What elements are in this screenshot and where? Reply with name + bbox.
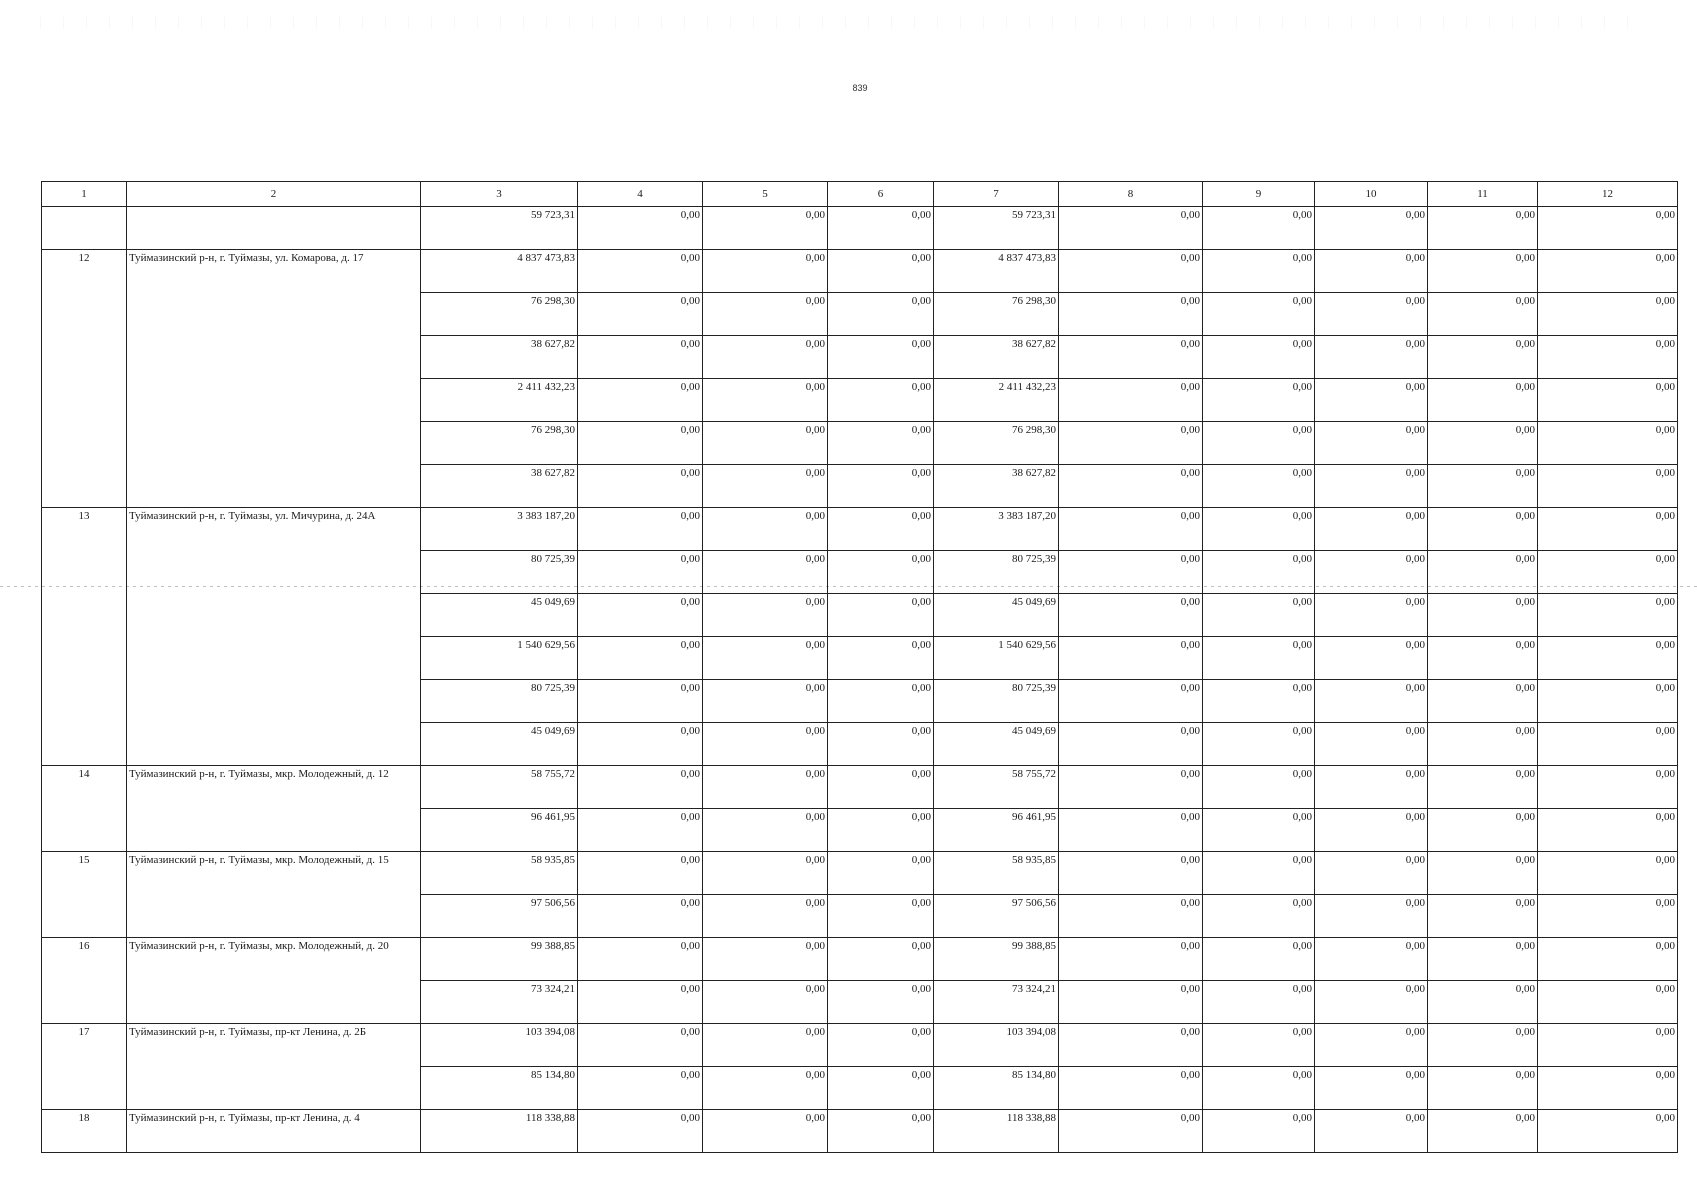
amount-cell-col-8: 0,00 <box>1059 207 1203 250</box>
amount-cell-col-12: 0,00 <box>1538 852 1678 895</box>
amount-cell-col-12: 0,00 <box>1538 250 1678 293</box>
amount-cell-col-3: 96 461,95 <box>421 809 578 852</box>
amount-cell-col-6: 0,00 <box>828 723 934 766</box>
amount-cell-col-6: 0,00 <box>828 809 934 852</box>
column-header-11: 11 <box>1428 182 1538 207</box>
amount-cell-col-4: 0,00 <box>578 1067 703 1110</box>
amount-cell-col-5: 0,00 <box>703 637 828 680</box>
address-cell: Туймазинский р-н, г. Туймазы, ул. Мичурина, д. 24А <box>127 508 421 766</box>
amount-cell-col-3: 59 723,31 <box>421 207 578 250</box>
amount-cell-col-9: 0,00 <box>1203 723 1315 766</box>
amount-cell-col-8: 0,00 <box>1059 336 1203 379</box>
amount-cell-col-7: 118 338,88 <box>934 1110 1059 1153</box>
amount-cell-col-4: 0,00 <box>578 1110 703 1153</box>
amount-cell-col-3: 38 627,82 <box>421 465 578 508</box>
amount-cell-col-9: 0,00 <box>1203 981 1315 1024</box>
amount-cell-col-3: 58 755,72 <box>421 766 578 809</box>
amount-cell-col-10: 0,00 <box>1315 594 1428 637</box>
amount-cell-col-6: 0,00 <box>828 1024 934 1067</box>
amount-cell-col-9: 0,00 <box>1203 680 1315 723</box>
amount-cell-col-8: 0,00 <box>1059 637 1203 680</box>
amount-cell-col-11: 0,00 <box>1428 637 1538 680</box>
amount-cell-col-10: 0,00 <box>1315 1024 1428 1067</box>
column-header-12: 12 <box>1538 182 1678 207</box>
amount-cell-col-5: 0,00 <box>703 551 828 594</box>
amount-cell-col-5: 0,00 <box>703 250 828 293</box>
amount-cell-col-8: 0,00 <box>1059 938 1203 981</box>
amount-cell-col-10: 0,00 <box>1315 680 1428 723</box>
amount-cell-col-12: 0,00 <box>1538 551 1678 594</box>
amount-cell-col-6: 0,00 <box>828 465 934 508</box>
amount-cell-col-11: 0,00 <box>1428 766 1538 809</box>
column-header-8: 8 <box>1059 182 1203 207</box>
amount-cell-col-8: 0,00 <box>1059 379 1203 422</box>
amount-cell-col-7: 85 134,80 <box>934 1067 1059 1110</box>
amount-cell-col-3: 45 049,69 <box>421 723 578 766</box>
scan-line <box>0 586 1697 587</box>
amount-cell-col-9: 0,00 <box>1203 766 1315 809</box>
amount-cell-col-7: 4 837 473,83 <box>934 250 1059 293</box>
amount-cell-col-5: 0,00 <box>703 809 828 852</box>
amount-cell-col-6: 0,00 <box>828 852 934 895</box>
amount-cell-col-10: 0,00 <box>1315 336 1428 379</box>
amount-cell-col-7: 3 383 187,20 <box>934 508 1059 551</box>
amount-cell-col-7: 38 627,82 <box>934 336 1059 379</box>
amount-cell-col-12: 0,00 <box>1538 1067 1678 1110</box>
amount-cell-col-11: 0,00 <box>1428 508 1538 551</box>
amount-cell-col-11: 0,00 <box>1428 1067 1538 1110</box>
amount-cell-col-8: 0,00 <box>1059 1110 1203 1153</box>
amount-cell-col-11: 0,00 <box>1428 551 1538 594</box>
amount-cell-col-10: 0,00 <box>1315 809 1428 852</box>
amount-cell-col-3: 76 298,30 <box>421 422 578 465</box>
column-header-4: 4 <box>578 182 703 207</box>
column-header-9: 9 <box>1203 182 1315 207</box>
row-number: 16 <box>42 938 127 1024</box>
address-cell: Туймазинский р-н, г. Туймазы, ул. Комарова, д. 17 <box>127 250 421 508</box>
column-header-6: 6 <box>828 182 934 207</box>
amount-cell-col-5: 0,00 <box>703 1110 828 1153</box>
amount-cell-col-6: 0,00 <box>828 938 934 981</box>
row-number: 17 <box>42 1024 127 1110</box>
amount-cell-col-8: 0,00 <box>1059 766 1203 809</box>
amount-cell-col-9: 0,00 <box>1203 1110 1315 1153</box>
amount-cell-col-5: 0,00 <box>703 293 828 336</box>
amount-cell-col-4: 0,00 <box>578 379 703 422</box>
amount-cell-col-7: 59 723,31 <box>934 207 1059 250</box>
amount-cell-col-3: 4 837 473,83 <box>421 250 578 293</box>
amount-cell-col-4: 0,00 <box>578 1024 703 1067</box>
amount-cell-col-5: 0,00 <box>703 723 828 766</box>
amount-cell-col-11: 0,00 <box>1428 1110 1538 1153</box>
amount-cell-col-4: 0,00 <box>578 809 703 852</box>
amount-cell-col-5: 0,00 <box>703 981 828 1024</box>
amount-cell-col-10: 0,00 <box>1315 766 1428 809</box>
amount-cell-col-8: 0,00 <box>1059 680 1203 723</box>
column-header-1: 1 <box>42 182 127 207</box>
amount-cell-col-12: 0,00 <box>1538 1110 1678 1153</box>
amount-cell-col-4: 0,00 <box>578 508 703 551</box>
amount-cell-col-9: 0,00 <box>1203 852 1315 895</box>
amount-cell-col-6: 0,00 <box>828 895 934 938</box>
amount-cell-col-6: 0,00 <box>828 1110 934 1153</box>
amount-cell-col-12: 0,00 <box>1538 637 1678 680</box>
amount-cell-col-10: 0,00 <box>1315 852 1428 895</box>
amount-cell-col-7: 45 049,69 <box>934 594 1059 637</box>
amount-cell-col-9: 0,00 <box>1203 207 1315 250</box>
column-header-10: 10 <box>1315 182 1428 207</box>
amount-cell-col-8: 0,00 <box>1059 1067 1203 1110</box>
amount-cell-col-3: 85 134,80 <box>421 1067 578 1110</box>
amount-cell-col-4: 0,00 <box>578 981 703 1024</box>
row-number: 15 <box>42 852 127 938</box>
amount-cell-col-3: 80 725,39 <box>421 551 578 594</box>
amount-cell-col-12: 0,00 <box>1538 895 1678 938</box>
amount-cell-col-11: 0,00 <box>1428 250 1538 293</box>
amount-cell-col-12: 0,00 <box>1538 336 1678 379</box>
amount-cell-col-10: 0,00 <box>1315 207 1428 250</box>
amount-cell-col-7: 99 388,85 <box>934 938 1059 981</box>
amount-cell-col-3: 45 049,69 <box>421 594 578 637</box>
amount-cell-col-6: 0,00 <box>828 336 934 379</box>
amount-cell-col-7: 73 324,21 <box>934 981 1059 1024</box>
amount-cell-col-4: 0,00 <box>578 207 703 250</box>
address-cell: Туймазинский р-н, г. Туймазы, пр-кт Ленина, д. 4 <box>127 1110 421 1153</box>
row-number <box>42 207 127 250</box>
amount-cell-col-5: 0,00 <box>703 766 828 809</box>
amount-cell-col-9: 0,00 <box>1203 551 1315 594</box>
amount-cell-col-12: 0,00 <box>1538 680 1678 723</box>
amount-cell-col-10: 0,00 <box>1315 465 1428 508</box>
amount-cell-col-12: 0,00 <box>1538 1024 1678 1067</box>
table-row <box>42 508 1678 551</box>
amount-cell-col-9: 0,00 <box>1203 250 1315 293</box>
amount-cell-col-5: 0,00 <box>703 895 828 938</box>
amount-cell-col-8: 0,00 <box>1059 422 1203 465</box>
amount-cell-col-9: 0,00 <box>1203 594 1315 637</box>
amount-cell-col-3: 58 935,85 <box>421 852 578 895</box>
amount-cell-col-8: 0,00 <box>1059 551 1203 594</box>
column-header-3: 3 <box>421 182 578 207</box>
amount-cell-col-5: 0,00 <box>703 852 828 895</box>
amount-cell-col-3: 99 388,85 <box>421 938 578 981</box>
amount-cell-col-12: 0,00 <box>1538 379 1678 422</box>
table-row <box>42 766 1678 809</box>
amount-cell-col-6: 0,00 <box>828 594 934 637</box>
amount-cell-col-10: 0,00 <box>1315 637 1428 680</box>
amount-cell-col-11: 0,00 <box>1428 852 1538 895</box>
amount-cell-col-6: 0,00 <box>828 680 934 723</box>
table-body <box>42 207 1678 1153</box>
amount-cell-col-11: 0,00 <box>1428 379 1538 422</box>
amount-cell-col-12: 0,00 <box>1538 422 1678 465</box>
amount-cell-col-8: 0,00 <box>1059 594 1203 637</box>
amount-cell-col-10: 0,00 <box>1315 723 1428 766</box>
amount-cell-col-11: 0,00 <box>1428 207 1538 250</box>
amount-cell-col-7: 76 298,30 <box>934 293 1059 336</box>
amount-cell-col-4: 0,00 <box>578 551 703 594</box>
amount-cell-col-12: 0,00 <box>1538 465 1678 508</box>
amount-cell-col-7: 45 049,69 <box>934 723 1059 766</box>
column-header-7: 7 <box>934 182 1059 207</box>
amount-cell-col-9: 0,00 <box>1203 379 1315 422</box>
amount-cell-col-8: 0,00 <box>1059 293 1203 336</box>
amount-cell-col-3: 2 411 432,23 <box>421 379 578 422</box>
table-row <box>42 852 1678 895</box>
register-table <box>41 181 1678 1153</box>
amount-cell-col-7: 38 627,82 <box>934 465 1059 508</box>
amount-cell-col-7: 96 461,95 <box>934 809 1059 852</box>
column-header-2: 2 <box>127 182 421 207</box>
address-cell: Туймазинский р-н, г. Туймазы, мкр. Молодежный, д. 20 <box>127 938 421 1024</box>
amount-cell-col-11: 0,00 <box>1428 1024 1538 1067</box>
amount-cell-col-4: 0,00 <box>578 938 703 981</box>
address-cell <box>127 207 421 250</box>
amount-cell-col-3: 73 324,21 <box>421 981 578 1024</box>
amount-cell-col-11: 0,00 <box>1428 422 1538 465</box>
amount-cell-col-10: 0,00 <box>1315 508 1428 551</box>
amount-cell-col-4: 0,00 <box>578 637 703 680</box>
amount-cell-col-9: 0,00 <box>1203 637 1315 680</box>
amount-cell-col-10: 0,00 <box>1315 293 1428 336</box>
amount-cell-col-3: 76 298,30 <box>421 293 578 336</box>
amount-cell-col-8: 0,00 <box>1059 250 1203 293</box>
table-row <box>42 938 1678 981</box>
page-number: 839 <box>852 83 868 93</box>
amount-cell-col-9: 0,00 <box>1203 465 1315 508</box>
amount-cell-col-6: 0,00 <box>828 981 934 1024</box>
amount-cell-col-12: 0,00 <box>1538 723 1678 766</box>
amount-cell-col-9: 0,00 <box>1203 293 1315 336</box>
amount-cell-col-7: 76 298,30 <box>934 422 1059 465</box>
amount-cell-col-9: 0,00 <box>1203 895 1315 938</box>
amount-cell-col-8: 0,00 <box>1059 1024 1203 1067</box>
amount-cell-col-3: 38 627,82 <box>421 336 578 379</box>
amount-cell-col-6: 0,00 <box>828 1067 934 1110</box>
amount-cell-col-5: 0,00 <box>703 1024 828 1067</box>
amount-cell-col-7: 1 540 629,56 <box>934 637 1059 680</box>
amount-cell-col-10: 0,00 <box>1315 250 1428 293</box>
amount-cell-col-11: 0,00 <box>1428 809 1538 852</box>
amount-cell-col-8: 0,00 <box>1059 465 1203 508</box>
amount-cell-col-12: 0,00 <box>1538 938 1678 981</box>
amount-cell-col-12: 0,00 <box>1538 981 1678 1024</box>
amount-cell-col-5: 0,00 <box>703 336 828 379</box>
amount-cell-col-5: 0,00 <box>703 508 828 551</box>
amount-cell-col-5: 0,00 <box>703 680 828 723</box>
amount-cell-col-11: 0,00 <box>1428 895 1538 938</box>
amount-cell-col-4: 0,00 <box>578 293 703 336</box>
amount-cell-col-9: 0,00 <box>1203 938 1315 981</box>
amount-cell-col-6: 0,00 <box>828 422 934 465</box>
amount-cell-col-11: 0,00 <box>1428 336 1538 379</box>
amount-cell-col-10: 0,00 <box>1315 379 1428 422</box>
amount-cell-col-8: 0,00 <box>1059 981 1203 1024</box>
amount-cell-col-10: 0,00 <box>1315 938 1428 981</box>
amount-cell-col-11: 0,00 <box>1428 981 1538 1024</box>
amount-cell-col-11: 0,00 <box>1428 680 1538 723</box>
amount-cell-col-11: 0,00 <box>1428 723 1538 766</box>
amount-cell-col-8: 0,00 <box>1059 723 1203 766</box>
amount-cell-col-4: 0,00 <box>578 336 703 379</box>
amount-cell-col-10: 0,00 <box>1315 981 1428 1024</box>
amount-cell-col-5: 0,00 <box>703 422 828 465</box>
amount-cell-col-6: 0,00 <box>828 250 934 293</box>
amount-cell-col-3: 80 725,39 <box>421 680 578 723</box>
amount-cell-col-3: 3 383 187,20 <box>421 508 578 551</box>
amount-cell-col-10: 0,00 <box>1315 895 1428 938</box>
amount-cell-col-12: 0,00 <box>1538 766 1678 809</box>
amount-cell-col-4: 0,00 <box>578 250 703 293</box>
amount-cell-col-4: 0,00 <box>578 422 703 465</box>
row-number: 13 <box>42 508 127 766</box>
amount-cell-col-4: 0,00 <box>578 465 703 508</box>
amount-cell-col-6: 0,00 <box>828 379 934 422</box>
amount-cell-col-4: 0,00 <box>578 680 703 723</box>
amount-cell-col-7: 2 411 432,23 <box>934 379 1059 422</box>
row-number: 18 <box>42 1110 127 1153</box>
amount-cell-col-11: 0,00 <box>1428 293 1538 336</box>
amount-cell-col-6: 0,00 <box>828 637 934 680</box>
amount-cell-col-11: 0,00 <box>1428 594 1538 637</box>
amount-cell-col-7: 80 725,39 <box>934 680 1059 723</box>
amount-cell-col-6: 0,00 <box>828 508 934 551</box>
amount-cell-col-10: 0,00 <box>1315 551 1428 594</box>
amount-cell-col-8: 0,00 <box>1059 895 1203 938</box>
amount-cell-col-9: 0,00 <box>1203 422 1315 465</box>
amount-cell-col-10: 0,00 <box>1315 1067 1428 1110</box>
amount-cell-col-6: 0,00 <box>828 293 934 336</box>
address-cell: Туймазинский р-н, г. Туймазы, мкр. Молодежный, д. 12 <box>127 766 421 852</box>
amount-cell-col-12: 0,00 <box>1538 293 1678 336</box>
table-row <box>42 250 1678 293</box>
amount-cell-col-3: 103 394,08 <box>421 1024 578 1067</box>
amount-cell-col-9: 0,00 <box>1203 1067 1315 1110</box>
amount-cell-col-5: 0,00 <box>703 594 828 637</box>
amount-cell-col-7: 103 394,08 <box>934 1024 1059 1067</box>
address-cell: Туймазинский р-н, г. Туймазы, пр-кт Ленина, д. 2Б <box>127 1024 421 1110</box>
amount-cell-col-11: 0,00 <box>1428 465 1538 508</box>
amount-cell-col-5: 0,00 <box>703 379 828 422</box>
amount-cell-col-10: 0,00 <box>1315 422 1428 465</box>
amount-cell-col-12: 0,00 <box>1538 594 1678 637</box>
address-cell: Туймазинский р-н, г. Туймазы, мкр. Молодежный, д. 15 <box>127 852 421 938</box>
amount-cell-col-12: 0,00 <box>1538 207 1678 250</box>
amount-cell-col-5: 0,00 <box>703 1067 828 1110</box>
amount-cell-col-8: 0,00 <box>1059 852 1203 895</box>
amount-cell-col-5: 0,00 <box>703 207 828 250</box>
amount-cell-col-5: 0,00 <box>703 938 828 981</box>
amount-cell-col-6: 0,00 <box>828 551 934 594</box>
amount-cell-col-6: 0,00 <box>828 207 934 250</box>
amount-cell-col-6: 0,00 <box>828 766 934 809</box>
header-row <box>42 182 1678 207</box>
amount-cell-col-8: 0,00 <box>1059 508 1203 551</box>
amount-cell-col-7: 80 725,39 <box>934 551 1059 594</box>
amount-cell-col-9: 0,00 <box>1203 1024 1315 1067</box>
amount-cell-col-7: 97 506,56 <box>934 895 1059 938</box>
amount-cell-col-8: 0,00 <box>1059 809 1203 852</box>
amount-cell-col-3: 118 338,88 <box>421 1110 578 1153</box>
amount-cell-col-7: 58 935,85 <box>934 852 1059 895</box>
amount-cell-col-4: 0,00 <box>578 723 703 766</box>
table-row <box>42 1024 1678 1067</box>
table-row <box>42 207 1678 250</box>
amount-cell-col-3: 1 540 629,56 <box>421 637 578 680</box>
amount-cell-col-7: 58 755,72 <box>934 766 1059 809</box>
amount-cell-col-5: 0,00 <box>703 465 828 508</box>
amount-cell-col-9: 0,00 <box>1203 809 1315 852</box>
amount-cell-col-12: 0,00 <box>1538 809 1678 852</box>
amount-cell-col-9: 0,00 <box>1203 336 1315 379</box>
table-row <box>42 1110 1678 1153</box>
amount-cell-col-4: 0,00 <box>578 594 703 637</box>
amount-cell-col-12: 0,00 <box>1538 508 1678 551</box>
amount-cell-col-4: 0,00 <box>578 766 703 809</box>
amount-cell-col-9: 0,00 <box>1203 508 1315 551</box>
column-header-5: 5 <box>703 182 828 207</box>
amount-cell-col-3: 97 506,56 <box>421 895 578 938</box>
scan-noise <box>40 16 1640 28</box>
amount-cell-col-11: 0,00 <box>1428 938 1538 981</box>
row-number: 12 <box>42 250 127 508</box>
row-number: 14 <box>42 766 127 852</box>
amount-cell-col-4: 0,00 <box>578 895 703 938</box>
amount-cell-col-10: 0,00 <box>1315 1110 1428 1153</box>
amount-cell-col-4: 0,00 <box>578 852 703 895</box>
